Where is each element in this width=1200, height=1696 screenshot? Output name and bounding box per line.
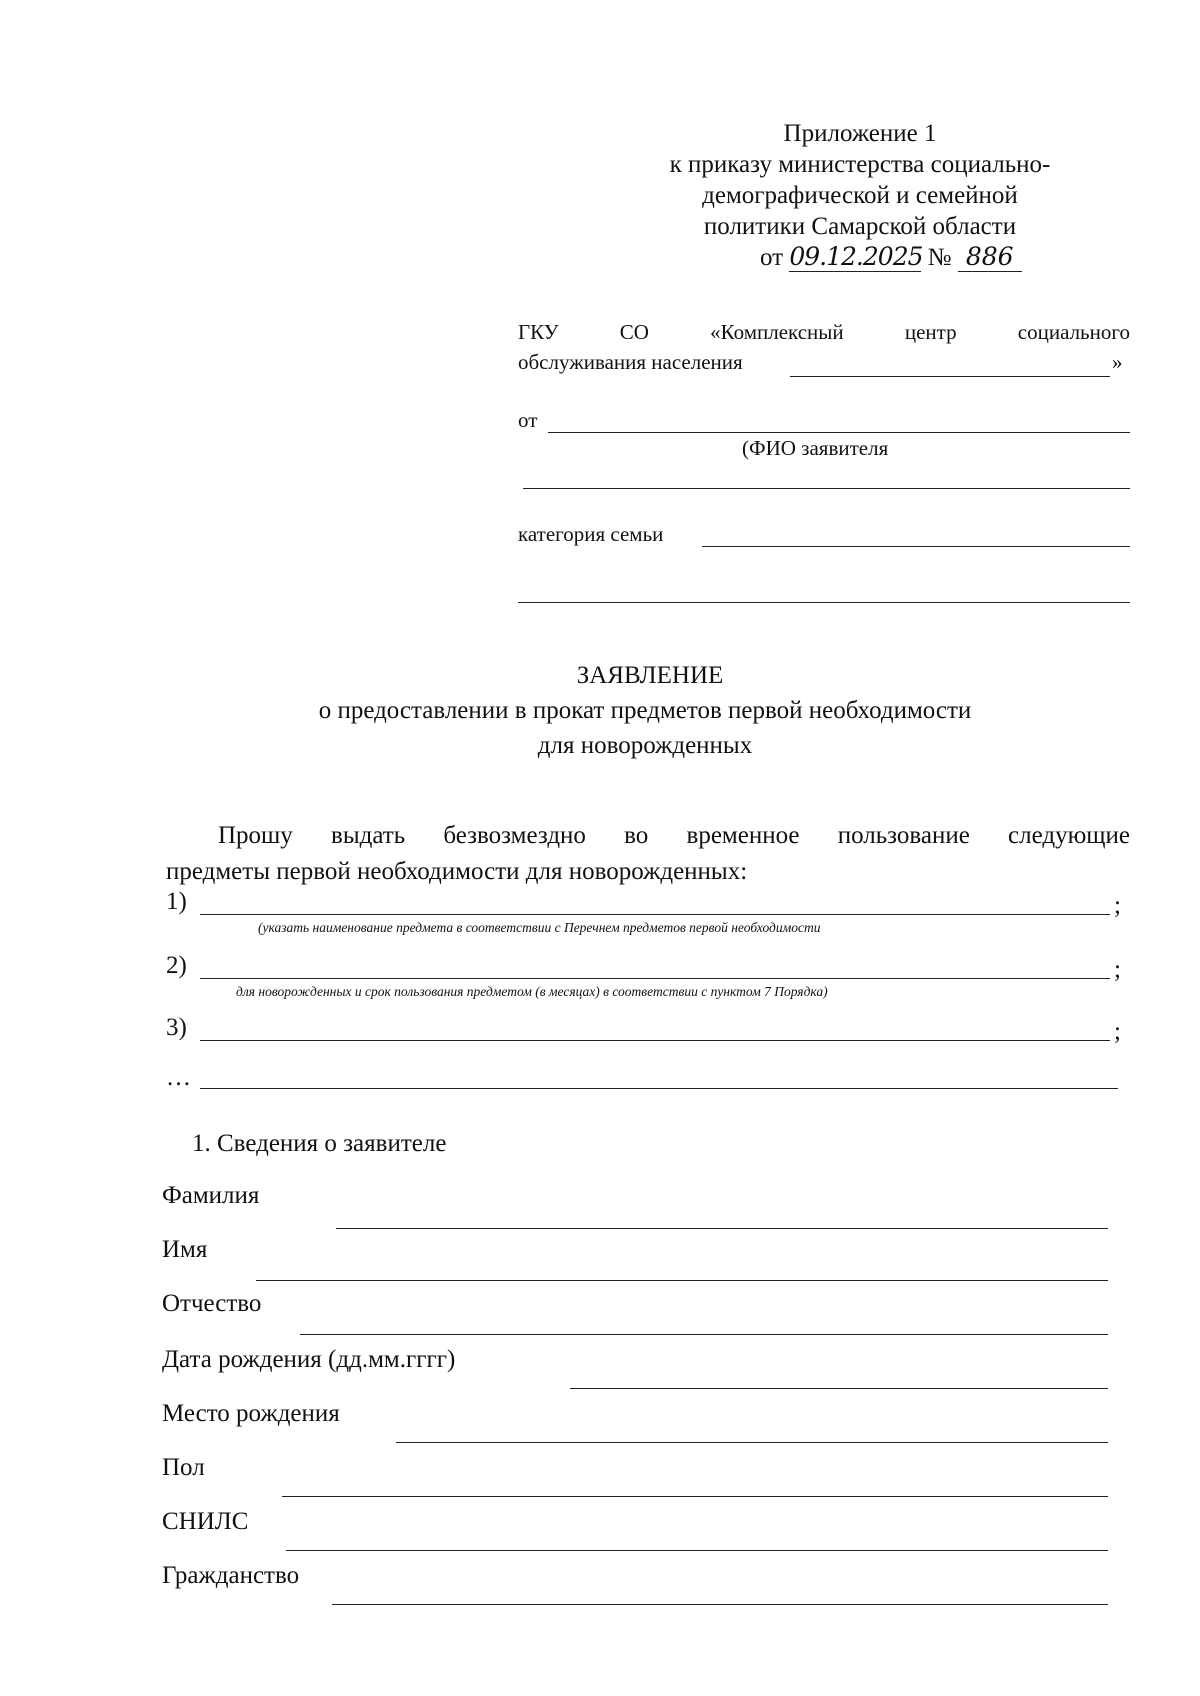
addressee-word: ГКУ — [518, 320, 559, 344]
order-number-value: 886 — [958, 242, 1022, 272]
field-label-citizenship: Гражданство — [162, 1562, 300, 1589]
appendix-block — [590, 118, 1130, 242]
item-field-more[interactable] — [200, 1088, 1118, 1089]
snils-field[interactable] — [286, 1550, 1108, 1551]
item-semicolon-3: ; — [1114, 1018, 1121, 1045]
birth-date-field[interactable] — [570, 1388, 1108, 1389]
item-semicolon-1: ; — [1114, 892, 1121, 919]
request-line-2: предметы первой необходимости для новорожденных: — [166, 858, 748, 885]
item-field-2[interactable] — [200, 978, 1110, 979]
appendix-region-line: политики Самарской области — [703, 213, 1017, 240]
addressee-line-2: обслуживания населения — [518, 350, 743, 374]
addressee-word: социального — [1017, 320, 1130, 344]
document-subtitle-1: о предоставлении в прокат предметов первой необходимости — [318, 697, 972, 724]
item-caption-1: (указать наименование предмета в соответствии с Перечнем предметов первой необходимости — [258, 920, 821, 935]
item-number-2: 2) — [166, 952, 187, 979]
document-title-main: ЗАЯВЛЕНИЕ — [576, 662, 724, 689]
field-label-snils: СНИЛС — [162, 1508, 249, 1535]
citizenship-field[interactable] — [332, 1604, 1108, 1605]
field-label-name: Имя — [162, 1236, 208, 1263]
applicant-name-field[interactable] — [548, 432, 1130, 433]
applicant-name-field-2[interactable] — [523, 488, 1130, 489]
number-sign: № — [927, 244, 952, 271]
item-field-1[interactable] — [200, 914, 1110, 915]
patronymic-field[interactable] — [300, 1334, 1108, 1335]
item-ellipsis: … — [166, 1064, 191, 1091]
center-name-field[interactable] — [790, 376, 1110, 377]
request-line-1 — [218, 822, 1130, 850]
item-caption-2: для новорожденных и срок пользования предметом (в месяцах) в соответствии с пунктом 7 Порядка) — [236, 984, 828, 999]
field-label-surname: Фамилия — [162, 1182, 260, 1209]
order-date-line — [760, 242, 1022, 274]
family-category-field[interactable] — [702, 546, 1130, 547]
request-word: во — [624, 822, 649, 849]
name-field[interactable] — [256, 1280, 1108, 1281]
birthplace-field[interactable] — [396, 1442, 1108, 1443]
sex-field[interactable] — [282, 1496, 1108, 1497]
addressee-word: СО — [619, 320, 649, 344]
addressee-word: центр — [904, 320, 957, 344]
appendix-ministry-line: демографической и семейной — [702, 182, 1018, 209]
item-number-3: 3) — [166, 1014, 187, 1041]
from-label: от — [518, 408, 538, 432]
field-label-birthplace: Место рождения — [162, 1400, 340, 1427]
field-label-patronymic: Отчество — [162, 1290, 262, 1317]
item-semicolon-2: ; — [1114, 956, 1121, 983]
item-number-1: 1) — [166, 888, 187, 915]
request-word: выдать — [331, 822, 406, 849]
family-category-label: категория семьи — [518, 522, 664, 546]
item-field-3[interactable] — [200, 1040, 1110, 1041]
request-word: Прошу — [218, 822, 293, 849]
request-word: следующие — [1008, 822, 1130, 849]
appendix-title: Приложение 1 — [783, 120, 937, 147]
order-date-value: 09.12.2025 — [789, 242, 923, 271]
field-label-sex: Пол — [162, 1454, 205, 1481]
request-word: временное — [686, 822, 800, 849]
family-category-field-2[interactable] — [518, 602, 1130, 603]
addressee-word: «Комплексный — [710, 320, 844, 344]
document-title — [0, 662, 1200, 690]
request-word: безвозмездно — [443, 822, 586, 849]
closing-quote: » — [1112, 350, 1123, 374]
appendix-order-line: к приказу министерства социально- — [669, 151, 1051, 178]
date-prefix: от — [760, 244, 784, 271]
field-label-birth-date: Дата рождения (дд.мм.гггг) — [162, 1346, 456, 1373]
addressee-line-1 — [518, 320, 1130, 345]
request-word: пользование — [837, 822, 970, 849]
fio-caption: (ФИО заявителя — [742, 436, 889, 460]
surname-field[interactable] — [336, 1228, 1108, 1229]
document-subtitle-2: для новорожденных — [537, 732, 753, 759]
section-heading: 1. Сведения о заявителе — [192, 1130, 447, 1157]
